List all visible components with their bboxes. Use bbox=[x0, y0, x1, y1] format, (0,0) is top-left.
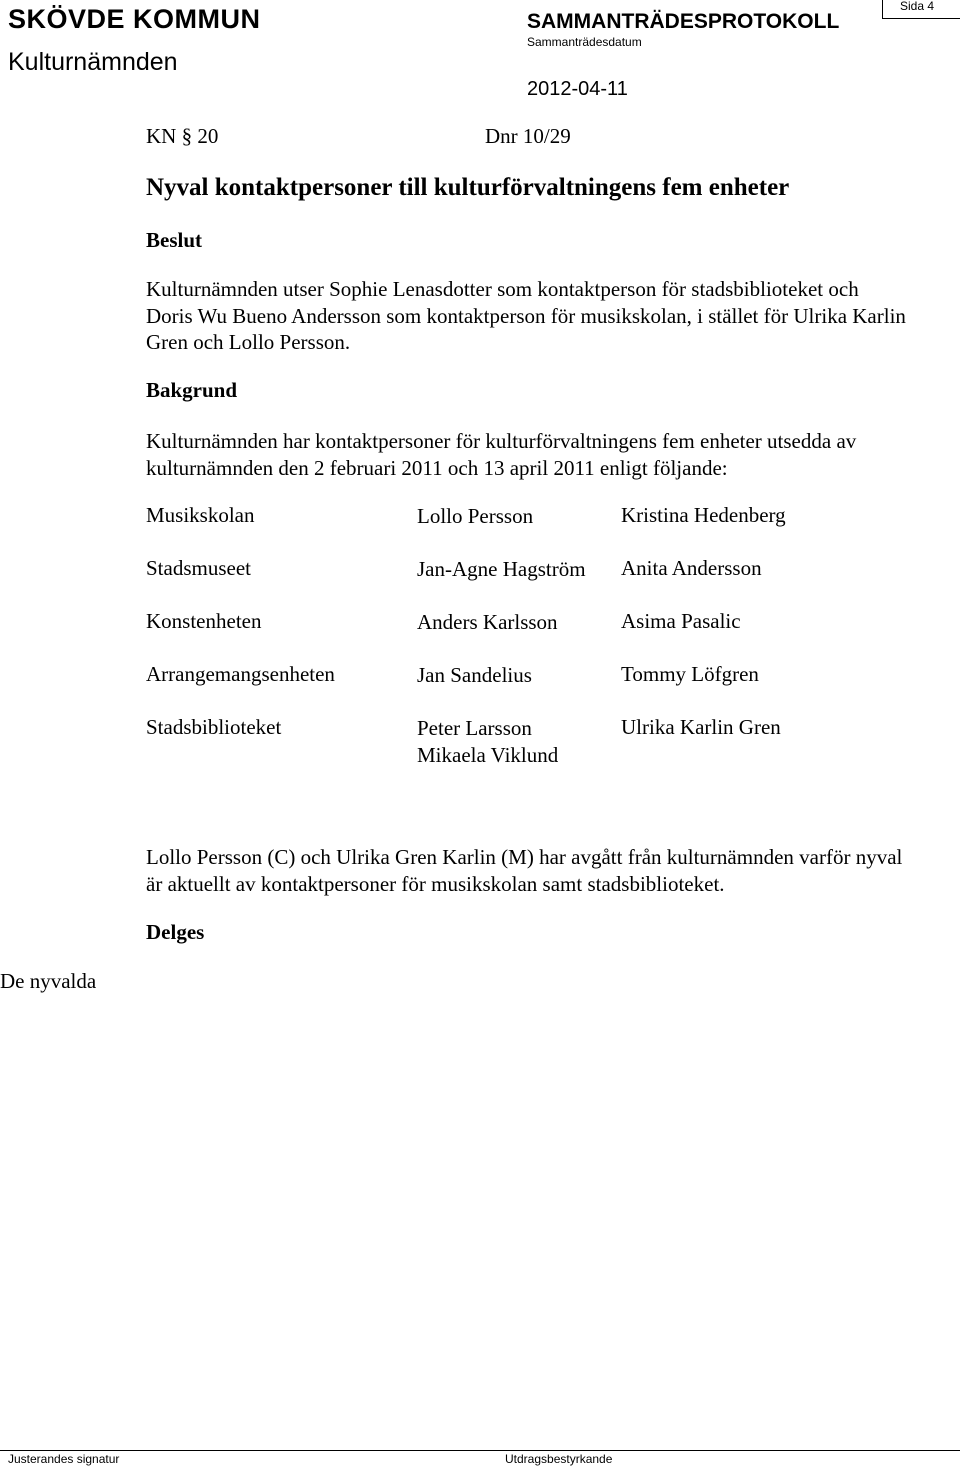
unit-name: Stadsbiblioteket bbox=[146, 715, 282, 739]
document-type: SAMMANTRÄDESPROTOKOLL bbox=[527, 10, 840, 33]
organization-logo: SKÖVDE KOMMUN bbox=[8, 4, 261, 34]
contact-person: Mikaela Viklund bbox=[417, 742, 559, 767]
contact-person: Tommy Löfgren bbox=[621, 662, 759, 686]
page-number: Sida 4 bbox=[900, 0, 935, 13]
contact-person: Kristina Hedenberg bbox=[621, 503, 786, 527]
decision-text: Kulturnämnden utser Sophie Lenasdotter som kontaktperson för stadsbiblioteket och Doris Wu Bueno Andersson som kontaktperson för musikskolan, i stället för Ulrika Karlin Gren och Lollo Persson. bbox=[146, 277, 906, 354]
meeting-date: 2012-04-11 bbox=[527, 78, 628, 100]
extract-label: Utdragsbestyrkande bbox=[505, 1452, 613, 1466]
signature-label: Justerandes signatur bbox=[8, 1452, 120, 1466]
unit-name: Konstenheten bbox=[146, 609, 262, 633]
decision-heading: Beslut bbox=[146, 228, 203, 252]
contact-person: Lollo Persson bbox=[417, 504, 534, 528]
unit-name: Stadsmuseet bbox=[146, 556, 251, 580]
unit-name: Arrangemangsenheten bbox=[146, 662, 335, 686]
contact-person: Asima Pasalic bbox=[621, 609, 741, 633]
contact-persons-pair bbox=[417, 715, 558, 768]
contact-row bbox=[146, 503, 906, 556]
contact-row bbox=[146, 662, 906, 715]
contact-row bbox=[146, 609, 906, 662]
background-heading: Bakgrund bbox=[146, 378, 238, 402]
contact-person: Jan Sandelius bbox=[417, 663, 532, 687]
contact-row bbox=[146, 715, 906, 768]
resignation-note: Lollo Persson (C) och Ulrika Gren Karlin (M) har avgått från kulturnämnden varför nyval är aktuellt av kontaktpersoner för musikskolan samt stadsbiblioteket. bbox=[146, 845, 903, 896]
contact-person: Jan-Agne Hagström bbox=[417, 557, 586, 581]
contact-row bbox=[146, 556, 906, 609]
contact-person: Peter Larsson bbox=[417, 716, 532, 740]
contact-person: Anders Karlsson bbox=[417, 610, 558, 634]
registration-number: Dnr 10/29 bbox=[485, 124, 571, 148]
committee-name: Kulturnämnden bbox=[8, 48, 178, 76]
contact-person: Anita Andersson bbox=[621, 556, 762, 580]
case-number: KN § 20 bbox=[146, 124, 219, 148]
distribution-text: De nyvalda bbox=[0, 969, 97, 993]
distribution-heading: Delges bbox=[146, 920, 205, 944]
unit-name: Musikskolan bbox=[146, 503, 255, 527]
date-label: Sammanträdesdatum bbox=[527, 35, 642, 49]
case-title: Nyval kontaktpersoner till kulturförvaltningens fem enheter bbox=[146, 174, 790, 201]
contact-person: Ulrika Karlin Gren bbox=[621, 715, 781, 739]
contact-persons-list bbox=[146, 503, 906, 768]
background-text: Kulturnämnden har kontaktpersoner för kulturförvaltningens fem enheter utsedda av kulturnämnden den 2 februari 2011 och 13 april 2011 enligt följande: bbox=[146, 429, 857, 480]
footer-divider bbox=[0, 1450, 960, 1451]
